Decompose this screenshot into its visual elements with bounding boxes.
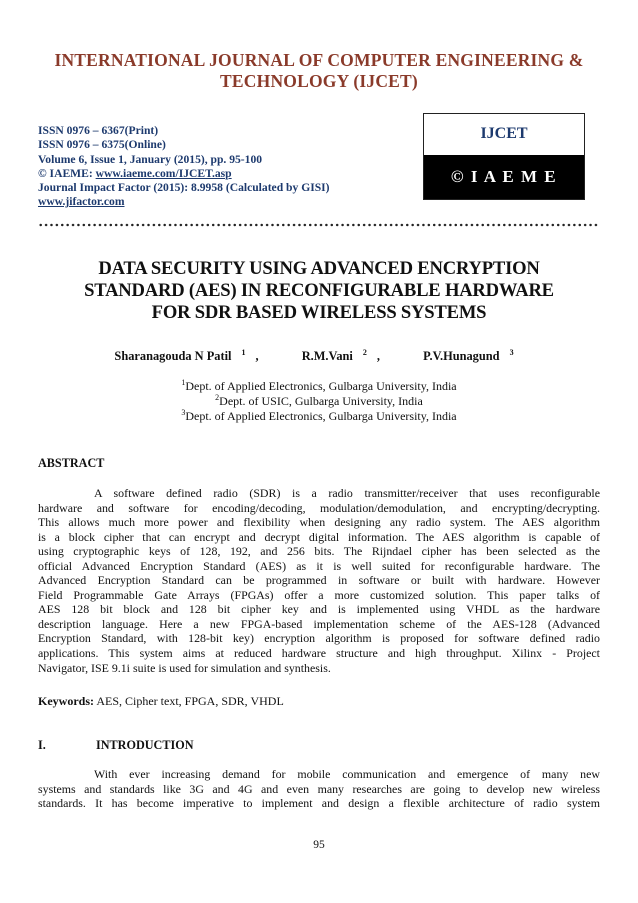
paper-title-line: DATA SECURITY USING ADVANCED ENCRYPTION [98,258,540,279]
keywords-label: Keywords: [38,694,94,708]
affiliation-sup: 1 [181,378,186,387]
journal-title [40,50,598,92]
journal-metadata [38,124,398,210]
paper-title-line: FOR SDR BASED WIRELESS SYSTEMS [151,302,487,323]
copyright-line [38,167,398,181]
abstract-line: Field Programmable Gate Arrays (FPGAs) offer a more customized solution. This paper talks of [38,587,600,602]
author-name: P.V.Hunagund [423,349,500,363]
volume-issue: Volume 6, Issue 1, January (2015), pp. 95-100 [38,152,263,166]
copyright-prefix: © IAEME: [38,166,96,180]
abstract-heading: ABSTRACT [38,456,105,470]
author-name: R.M.Vani [301,349,353,363]
author-suffix: , [376,349,380,363]
abstract-line: description language. Here a new FPGA-based implementation scheme of the AES-128 (Advanced [38,616,600,631]
affiliations [40,379,598,424]
affiliation [40,394,598,409]
logo-ijcet-text: IJCET [480,125,528,142]
author-list [40,349,598,364]
issn-print: ISSN 0976 – 6367(Print) [38,124,159,137]
abstract-line: official Advanced Encryption Standard (AES) as it is well suited for reconfigurable hardware. The [38,558,600,573]
introduction-body [38,767,600,811]
abstract-body [38,486,600,675]
keywords-text: AES, Cipher text, FPGA, SDR, VHDL [94,694,284,708]
keywords [38,694,284,709]
abstract-line: A software defined radio (SDR) is a radio transmitter/receiver that uses reconfigurable [94,486,600,500]
abstract-line: is a block cipher that can encrypt and decrypt digital information. The AES algorithm is capable of [38,529,600,544]
author-name: Sharanagouda N Patil [114,349,232,363]
section-heading-introduction [38,738,194,753]
affiliation-text: Dept. of Applied Electronics, Gulbarga University, India [185,379,457,393]
intro-line: systems and standards like 3G and 4G and even many researches are going to develop new wireless [38,781,600,796]
author-sup: 3 [509,348,514,357]
logo-iaeme-text: © I A E M E [424,155,584,199]
author [104,349,268,364]
author [292,349,390,364]
abstract-line: Navigator, ISE 9.1i suite is used for simulation and synthesis. [38,660,331,675]
author-suffix: , [255,349,259,363]
abstract-line: hardware and software for encoding/decoding, modulation/demodulation, and encrypting/decrypting. [38,500,600,515]
author-sup: 1 [241,348,246,357]
author [413,349,533,364]
jifactor-link[interactable]: www.jifactor.com [38,195,125,209]
affiliation [40,409,598,424]
issn-online: ISSN 0976 – 6375(Online) [38,138,166,152]
abstract-line: Advanced Encryption Standard can be programmed in software or built with hardware. However [38,573,600,588]
affiliation-text: Dept. of Applied Electronics, Gulbarga University, India [185,409,457,423]
abstract-line: Encryption Standard, with 128-bit key) encryption algorithm is proposed for software defined radio [38,631,600,646]
author-sup: 2 [362,348,367,357]
intro-line: standards. It has become imperative to implement and design a flexible architecture of radio system [38,796,600,811]
page-number: 95 [313,839,325,851]
abstract-line: AES 128 bit block and 128 bit cipher key and is implemented using VHDL as the hardware [38,602,600,617]
journal-title-line: TECHNOLOGY (IJCET) [220,71,418,91]
affiliation [40,379,598,394]
affiliation-sup: 3 [181,408,186,417]
intro-line: With ever increasing demand for mobile communication and emergence of many new [94,767,600,781]
paper-title-line: STANDARD (AES) IN RECONFIGURABLE HARDWARE [84,280,554,301]
dotted-divider [38,223,600,227]
section-title: INTRODUCTION [96,738,194,752]
affiliation-text: Dept. of USIC, Gulbarga University, India [219,394,423,408]
iaeme-link[interactable]: www.iaeme.com/IJCET.asp [95,166,232,180]
section-number: I. [38,738,46,752]
abstract-line: using cryptographic keys of 128, 192, and 256 bits. The Rijndael cipher has been selected as the [38,544,600,559]
paper-title [40,258,598,324]
journal-title-line: INTERNATIONAL JOURNAL OF COMPUTER ENGINEERING & [54,50,584,70]
abstract-line: This allows much more power and flexibility when designing any radio system. The AES algorithm [38,515,600,530]
journal-logo [423,113,585,200]
impact-factor: Journal Impact Factor (2015): 8.9958 (Calculated by GISI) [38,181,330,195]
abstract-line: applications. This system aims at reduced hardware structure and high throughput. Xilinx - Project [38,646,600,661]
affiliation-sup: 2 [215,393,220,402]
